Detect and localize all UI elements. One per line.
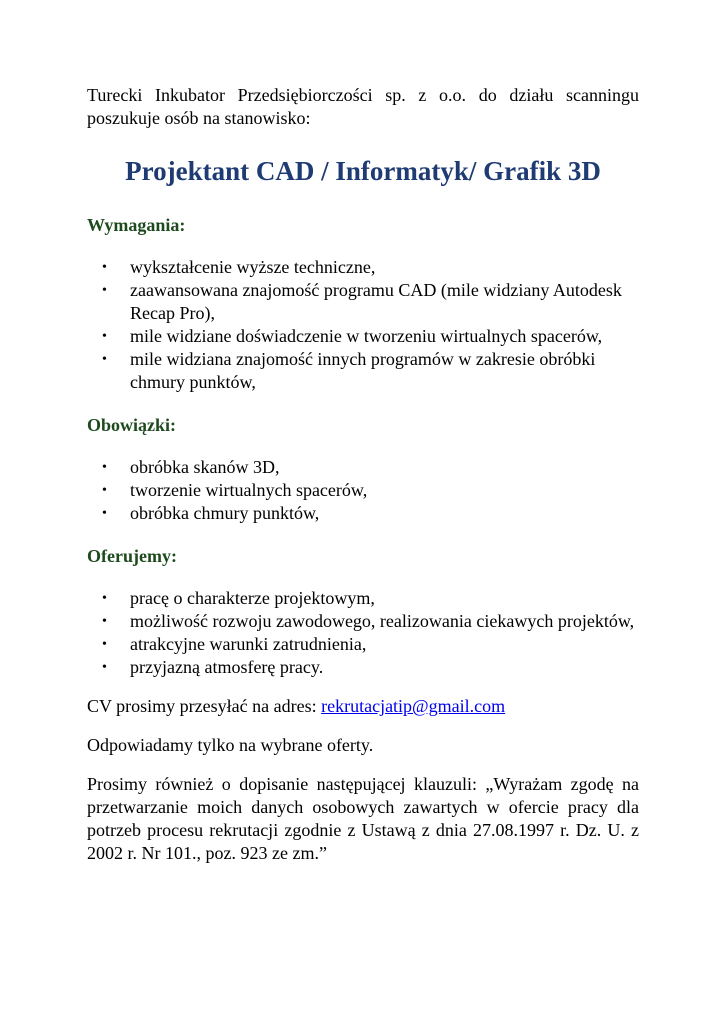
list-item: • zaawansowana znajomość programu CAD (mile widziany Autodesk Recap Pro),: [102, 280, 622, 323]
document-content: [87, 84, 639, 865]
bullet-icon: •: [102, 352, 107, 367]
bullet-icon: •: [102, 283, 107, 298]
intro-paragraph: Turecki Inkubator Przedsiębiorczości sp. z o.o. do działu scanningu poszukuje osób na stanowisko:: [87, 85, 639, 128]
bullet-icon: •: [102, 329, 107, 344]
cv-text: CV prosimy przesyłać na adres:: [87, 696, 322, 716]
list-item: • możliwość rozwoju zawodowego, realizowania ciekawych projektów,: [102, 611, 635, 631]
bullet-icon: •: [102, 660, 107, 675]
list-item: • atrakcyjne warunki zatrudnienia,: [102, 634, 367, 654]
email-link[interactable]: rekrutacjatip@gmail.com: [321, 696, 506, 716]
list-item: • obróbka chmury punktów,: [102, 503, 320, 523]
list-item: • obróbka skanów 3D,: [102, 457, 280, 477]
offer-heading: Oferujemy:: [87, 546, 177, 566]
reply-note: Odpowiadamy tylko na wybrane oferty.: [87, 735, 374, 755]
bullet-icon: •: [102, 506, 107, 521]
cv-paragraph: [87, 695, 639, 718]
duties-heading: Obowiązki:: [87, 415, 177, 435]
duties-list: [87, 456, 639, 525]
consent-clause: Prosimy również o dopisanie następującej klauzuli: „Wyrażam zgodę na przetwarzanie moich danych osobowych zawartych w ofercie pracy dla potrzeb procesu rekrutacji zgodnie z Ustawą z dnia 27.08.1997 r. Dz. U. z 2002 r. Nr 101., poz. 923 ze zm.”: [87, 774, 639, 863]
requirements-list: [87, 256, 639, 394]
list-item: • mile widziana znajomość innych programów w zakresie obróbki chmury punktów,: [102, 349, 596, 392]
bullet-icon: •: [102, 483, 107, 498]
bullet-icon: •: [102, 637, 107, 652]
requirements-heading: Wymagania:: [87, 215, 186, 235]
job-title: Projektant CAD / Informatyk/ Grafik 3D: [125, 156, 601, 186]
bullet-icon: •: [102, 614, 107, 629]
list-item: • pracę o charakterze projektowym,: [102, 588, 375, 608]
offer-list: [87, 587, 639, 679]
list-item: • wykształcenie wyższe techniczne,: [102, 257, 376, 277]
list-item: • przyjazną atmosferę pracy.: [102, 657, 324, 677]
bullet-icon: •: [102, 460, 107, 475]
list-item: • tworzenie wirtualnych spacerów,: [102, 480, 368, 500]
list-item: • mile widziane doświadczenie w tworzeniu wirtualnych spacerów,: [102, 326, 603, 346]
bullet-icon: •: [102, 591, 107, 606]
bullet-icon: •: [102, 260, 107, 275]
